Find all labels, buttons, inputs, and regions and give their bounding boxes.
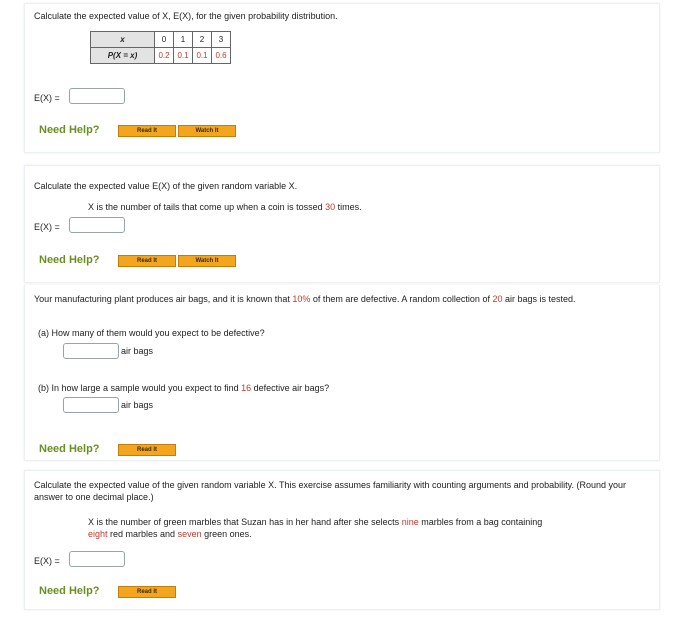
part-a-unit: air bags <box>121 346 154 356</box>
need-help-label: Need Help? <box>39 585 100 597</box>
part-b-question <box>38 382 329 394</box>
detail-text: X is the number of tails that come up when a coin is tossed <box>88 202 326 212</box>
table-p-value: 0.2 <box>155 48 174 64</box>
question-3-prompt <box>34 293 654 305</box>
detail-text: green ones. <box>201 529 252 539</box>
detail-text: red marbles and <box>107 529 178 539</box>
detail-number: nine <box>401 517 419 527</box>
table-x-value: 3 <box>212 32 231 48</box>
table-x-value: 1 <box>174 32 193 48</box>
part-b-unit: air bags <box>121 400 154 410</box>
table-x-value: 0 <box>155 32 174 48</box>
question-4-prompt: Calculate the expected value of the given random variable X. This exercise assumes familiarity with counting arguments and probability. (Round your answer to one decimal place.) <box>34 480 626 502</box>
table-p-value: 0.1 <box>174 48 193 64</box>
table-p-value: 0.1 <box>193 48 212 64</box>
table-x-header: x <box>91 32 155 48</box>
question-2-panel <box>24 165 660 283</box>
part-a-input[interactable] <box>63 343 119 359</box>
part-b-text: defective air bags? <box>251 383 330 393</box>
read-it-button[interactable]: Read It <box>118 444 176 456</box>
answer-label: E(X) = <box>34 222 60 232</box>
probability-distribution-table <box>90 31 231 64</box>
detail-number: seven <box>177 529 202 539</box>
answer-label: E(X) = <box>34 93 60 103</box>
question-2-detail <box>88 201 362 213</box>
watch-it-button[interactable]: Watch It <box>178 255 236 267</box>
need-help-label: Need Help? <box>39 443 100 455</box>
detail-number: eight <box>88 529 108 539</box>
question-1-panel <box>24 3 660 153</box>
question-2-prompt: Calculate the expected value E(X) of the given random variable X. <box>34 181 298 191</box>
detail-text: marbles from a bag containing <box>418 517 543 527</box>
read-it-button[interactable]: Read It <box>118 255 176 267</box>
need-help-label: Need Help? <box>39 254 100 266</box>
prompt-percent: 10% <box>292 294 311 304</box>
part-b-input[interactable] <box>63 397 119 413</box>
detail-text: X is the number of green marbles that Suzan has in her hand after she selects <box>88 517 402 527</box>
detail-text: times. <box>335 202 362 212</box>
table-p-header: P(X = x) <box>91 48 155 64</box>
answer-input[interactable] <box>69 217 125 233</box>
answer-input[interactable] <box>69 551 125 567</box>
answer-input[interactable] <box>69 88 125 104</box>
prompt-number: 20 <box>492 294 503 304</box>
need-help-label: Need Help? <box>39 124 100 136</box>
detail-number: 30 <box>325 202 336 212</box>
watch-it-button[interactable]: Watch It <box>178 125 236 137</box>
answer-label: E(X) = <box>34 556 60 566</box>
prompt-text: Your manufacturing plant produces air bags, and it is known that <box>34 294 293 304</box>
question-3-panel <box>24 285 660 461</box>
part-b-text: (b) In how large a sample would you expect to find <box>38 383 242 393</box>
question-1-prompt: Calculate the expected value of X, E(X), for the given probability distribution. <box>34 11 338 21</box>
read-it-button[interactable]: Read It <box>118 125 176 137</box>
table-p-value: 0.6 <box>212 48 231 64</box>
part-b-number: 16 <box>241 383 252 393</box>
prompt-text: air bags is tested. <box>502 294 576 304</box>
part-a-question: (a) How many of them would you expect to be defective? <box>38 328 265 338</box>
question-4-detail <box>88 516 648 540</box>
prompt-text: of them are defective. A random collection of <box>310 294 493 304</box>
question-4-panel <box>24 470 660 610</box>
table-x-value: 2 <box>193 32 212 48</box>
read-it-button[interactable]: Read It <box>118 586 176 598</box>
